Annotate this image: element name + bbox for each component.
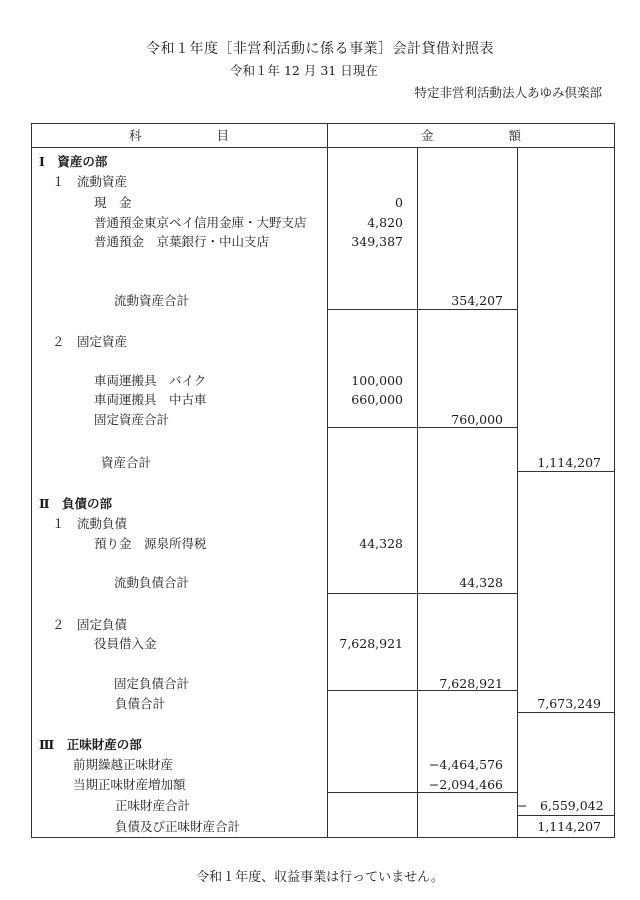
value-deposit-keiyo: 349,387 xyxy=(351,234,403,249)
label-withholding-tax: 預り金 源泉所得税 xyxy=(94,536,207,551)
value-vehicle-used-car: 660,000 xyxy=(351,392,403,407)
label-current-liabilities-total: 流動負債合計 xyxy=(114,575,190,590)
rule-current-assets xyxy=(327,309,518,310)
value-net-assets-increase: −2,094,466 xyxy=(428,777,503,792)
value-vehicle-bike: 100,000 xyxy=(351,373,403,388)
label-total-liabilities: 負債合計 xyxy=(115,696,166,711)
value-total-liabilities: 7,673,249 xyxy=(537,696,601,711)
value-liabilities-and-net-assets-total: 1,114,207 xyxy=(537,819,601,834)
value-net-assets-total: − 6,559,042 xyxy=(517,798,604,813)
table-border-right xyxy=(614,123,615,838)
value-withholding-tax: 44,328 xyxy=(359,536,403,551)
label-prior-net-assets: 前期繰越正味財産 xyxy=(73,757,174,772)
value-prior-net-assets: −4,464,576 xyxy=(428,757,503,772)
label-net-assets-total: 正味財産合計 xyxy=(115,798,191,813)
table-border-left xyxy=(31,123,32,838)
footer-note: 令和１年度、収益事業は行っていません。 xyxy=(196,870,444,885)
as-of-date: 令和１年 12 月 31 日現在 xyxy=(230,63,378,78)
rule-total-assets xyxy=(517,471,615,472)
section-assets: Ⅰ 資産の部 xyxy=(39,154,108,169)
label-current-assets-total: 流動資産合計 xyxy=(114,293,190,308)
section-net-assets: Ⅲ 正味財産の部 xyxy=(39,737,142,752)
value-fixed-assets-total: 760,000 xyxy=(451,412,503,427)
heading-fixed-liabilities: ２ 固定負債 xyxy=(52,617,128,632)
column-divider-amount-2 xyxy=(517,147,518,838)
value-current-liabilities-total: 44,328 xyxy=(459,575,503,590)
label-cash: 現 金 xyxy=(94,195,132,210)
organization-name: 特定非営利活動法人あゆみ倶楽部 xyxy=(414,85,602,100)
label-deposit-tokyo-bay: 普通預金東京ベイ信用金庫・大野支店 xyxy=(94,215,307,230)
label-fixed-assets-total: 固定資産合計 xyxy=(94,412,170,427)
value-deposit-tokyo-bay: 4,820 xyxy=(367,215,403,230)
balance-sheet-table xyxy=(31,123,615,838)
label-vehicle-used-car: 車両運搬具 中古車 xyxy=(94,392,207,407)
rule-current-liabilities xyxy=(327,593,518,594)
heading-current-assets: １ 流動資産 xyxy=(52,174,128,189)
rule-total-liabilities xyxy=(517,712,615,713)
rule-net-assets-total xyxy=(517,815,615,816)
section-liabilities: Ⅱ 負債の部 xyxy=(39,496,113,511)
document-title: 令和１年度［非営利活動に係る事業］会計貸借対照表 xyxy=(146,41,494,57)
value-officer-loan: 7,628,921 xyxy=(339,636,403,651)
value-fixed-liabilities-total: 7,628,921 xyxy=(439,676,503,691)
heading-current-liabilities: １ 流動負債 xyxy=(52,516,128,531)
header-divider xyxy=(31,147,615,148)
header-amount: 金 額 xyxy=(420,128,521,143)
label-officer-loan: 役員借入金 xyxy=(94,636,157,651)
table-border-top xyxy=(31,123,615,124)
label-net-assets-increase: 当期正味財産増加額 xyxy=(73,777,186,792)
value-cash: 0 xyxy=(395,195,403,210)
table-border-bottom xyxy=(31,837,615,838)
label-liabilities-and-net-assets-total: 負債及び正味財産合計 xyxy=(115,819,241,834)
header-subject: 科 目 xyxy=(128,128,229,143)
value-current-assets-total: 354,207 xyxy=(451,293,503,308)
value-total-assets: 1,114,207 xyxy=(537,455,601,470)
label-deposit-keiyo: 普通預金 京葉銀行・中山支店 xyxy=(94,234,270,249)
label-fixed-liabilities-total: 固定負債合計 xyxy=(114,676,190,691)
column-divider-amount-1 xyxy=(417,147,418,838)
label-total-assets: 資産合計 xyxy=(101,455,152,470)
heading-fixed-assets: ２ 固定資産 xyxy=(52,334,128,349)
label-vehicle-bike: 車両運搬具 バイク xyxy=(94,373,207,388)
